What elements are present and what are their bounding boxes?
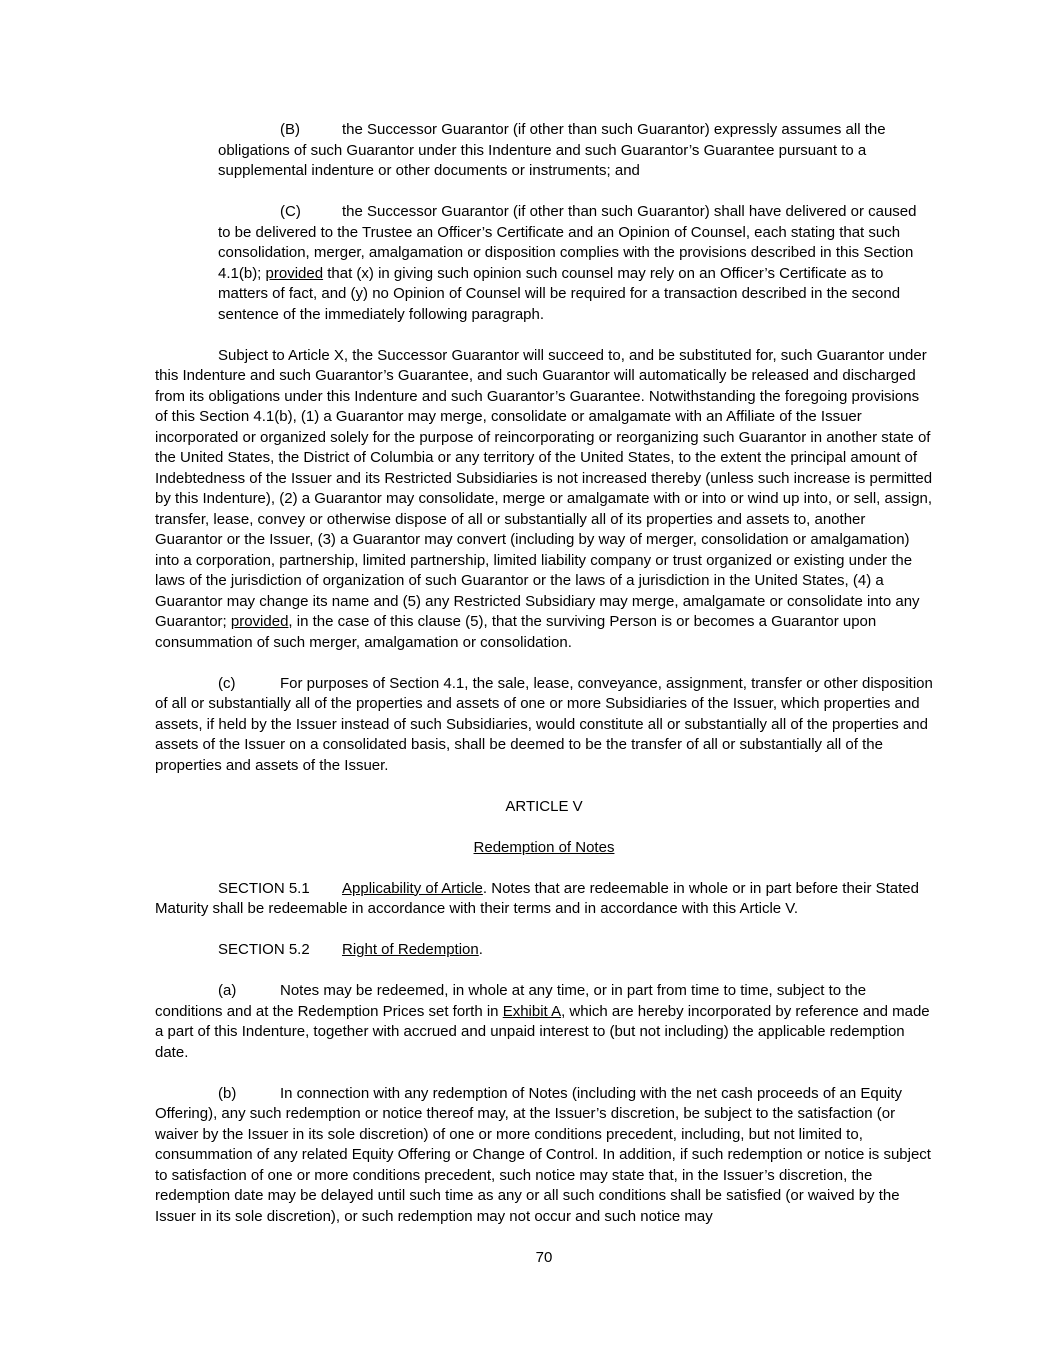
document-content xyxy=(155,120,933,1268)
text-run: In connection with any redemption of Notes (including with the net cash proceeds of an Equity Offering), any such redemption or notice thereof may, at the Issuer’s discretion, be subject to the satisfaction (or waiver by the Issuer in its sole discretion) of one or more conditions precedent, including, but not limited to, consummation of any related Equity Offering or Change of Control. In addition, if such redemption or notice is subject to satisfaction of one or more conditions precedent, such notice may state that, in the Issuer’s discretion, the redemption date may be delayed until such time as any or all such conditions shall be satisfied (or waived by the Issuer in its sole discretion), or such redemption may not occur and such notice may xyxy=(155,1084,931,1225)
paragraph-label: (C) xyxy=(280,203,301,220)
paragraph-label: (a) xyxy=(218,982,237,999)
text-run: Subject to Article X, the Successor Guarantor will succeed to, and be substituted for, such Guarantor under this Indenture and such Guarantor’s Guarantee, and such Guarantor will automatically be released and discharged from its obligations under this Indenture and such Guarantor’s Guarantee. Notwithstanding the foregoing provisions of this Section 4.1(b), (1) a Guarantor may merge, consolidate or amalgamate with an Affiliate of the Issuer incorporated or organized solely for the purpose of reincorporating or reorganizing such Guarantor in another state of the United States, the District of Columbia or any territory of the United States, to the extent the principal amount of Indebtedness of the Issuer and its Restricted Subsidiaries is not increased thereby (unless such increase is permitted by this Indenture), (2) a Guarantor may consolidate, merge or amalgamate with or into or wind up into, or sell, assign, transfer, lease, convey or otherwise dispose of all or substantially all of its properties and assets to, another Guarantor or the Issuer, (3) a Guarantor may convert (including by way of merger, consolidation or amalgamation) into a corporation, partnership, limited partnership, limited liability company or trust organized or existing under the laws of the jurisdiction of organization of such Guarantor or the laws of a jurisdiction in the United States, (4) a Guarantor may change its name and (5) any Restricted Subsidiary may merge, amalgamate or consolidate into any Guarantor; xyxy=(155,346,933,630)
text-run: For purposes of Section 4.1, the sale, lease, conveyance, assignment, transfer or other disposition of all or substantially all of the properties and assets of one or more Subsidiaries of the Issuer, which properties and assets, if held by the Issuer instead of such Subsidiaries, would constitute all or substantially all of the properties and assets of the Issuer on a consolidated basis, shall be deemed to be the transfer of all or substantially all of the properties and assets of the Issuer. xyxy=(155,674,933,774)
text-run: , in the case of this clause (5), that the surviving Person is or becomes a Guarantor upon consummation of such merger, amalgamation or consolidation. xyxy=(155,613,877,651)
clause-a-lower xyxy=(155,981,933,1063)
text-run: the Successor Guarantor (if other than such Guarantor) expressly assumes all the obligations of such Guarantor under this Indenture and such Guarantor’s Guarantee pursuant to a supplemental indenture or other documents or instruments; and xyxy=(218,121,886,179)
paragraph-label: SECTION 5.2 xyxy=(218,941,310,958)
underlined-run: Redemption of Notes xyxy=(473,838,615,856)
paragraph-label: (B) xyxy=(280,121,300,138)
underlined-run: Exhibit A xyxy=(502,1002,562,1020)
section-5-1 xyxy=(155,879,933,920)
text-run: Notes may be redeemed, in whole at any time, or in part from time to time, subject to the conditions and at the Redemption Prices set forth in xyxy=(155,982,867,1020)
clause-B xyxy=(218,120,933,182)
text-run: that (x) in giving such opinion such counsel may rely on an Officer’s Certificate as to matters of fact, and (y) no Opinion of Counsel will be required for a transaction described in the second sentence of the immediately following paragraph. xyxy=(218,264,901,323)
clause-C xyxy=(218,202,933,325)
underlined-run: Applicability of Article xyxy=(342,879,483,897)
clause-b-lower xyxy=(155,1084,933,1228)
heading-article-v xyxy=(155,797,933,818)
paragraph-label: SECTION 5.1 xyxy=(218,879,310,897)
text-run: ARTICLE V xyxy=(505,797,583,815)
underlined-run: Right of Redemption xyxy=(342,941,479,958)
section-5-2 xyxy=(155,940,933,961)
heading-redemption-of-notes xyxy=(155,838,933,859)
clause-c-lower xyxy=(155,674,933,777)
page-number: 70 xyxy=(535,1248,553,1266)
text-run: , which are hereby incorporated by reference and made a part of this Indenture, together with accrued and unpaid interest to (but not including) the applicable redemption date. xyxy=(155,1002,930,1061)
paragraph-label: (b) xyxy=(218,1084,237,1102)
underlined-run: provided xyxy=(265,264,324,282)
text-run: . xyxy=(478,941,483,958)
paragraph-subject-to-article-x xyxy=(155,346,933,654)
paragraph-label: (c) xyxy=(218,674,236,692)
underlined-run: provided xyxy=(230,613,289,630)
text-run: . Notes that are redeemable in whole or in part before their Stated Maturity shall be redeemable in accordance with their terms and in accordance with this Article V. xyxy=(155,879,919,917)
text-run: the Successor Guarantor (if other than such Guarantor) shall have delivered or caused to be delivered to the Trustee an Officer’s Certificate and an Opinion of Counsel, each stating that such consolidation, merger, amalgamation or disposition complies with the provisions described in this Section 4.1(b); xyxy=(218,203,917,282)
document-paragraphs xyxy=(155,120,933,1227)
